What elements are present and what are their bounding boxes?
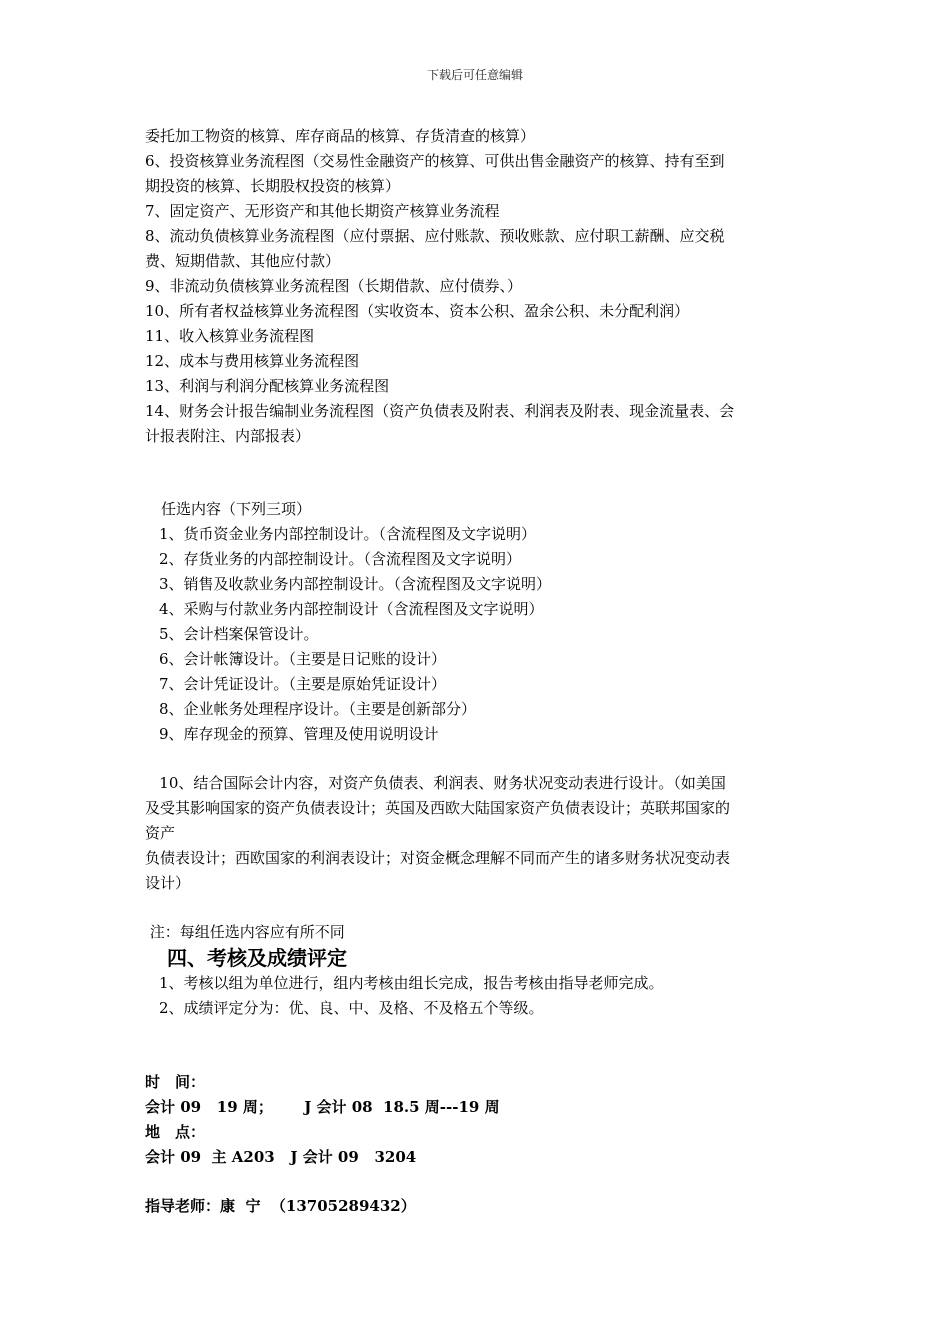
optional-list <box>145 497 815 747</box>
paragraph-line: 设计） <box>145 874 191 892</box>
list-item: 1、考核以组为单位进行，组内考核由组长完成，报告考核由指导老师完成。 <box>159 974 664 992</box>
paragraph-line: 资产 <box>145 824 176 842</box>
list-item: 6、会计帐簿设计。（主要是日记账的设计） <box>159 650 447 668</box>
list-line: 13、利润与利润分配核算业务流程图 <box>145 377 390 395</box>
paragraph-line: 负债表设计；西欧国家的利润表设计；对资金概念理解不同而产生的诸多财务状况变动表 <box>145 849 731 867</box>
list-line: 委托加工物资的核算、库存商品的核算、存货清查的核算） <box>145 127 536 145</box>
list-line: 7、固定资产、无形资产和其他长期资产核算业务流程 <box>145 202 500 220</box>
list-line: 6、投资核算业务流程图（交易性金融资产的核算、可供出售金融资产的核算、持有至到 <box>145 152 725 170</box>
place-value: 会计 09 主 A203 J 会计 09 3204 <box>145 1148 417 1166</box>
list-line: 10、所有者权益核算业务流程图（实收资本、资本公积、盈余公积、未分配利润） <box>145 302 690 320</box>
time-label: 时 间： <box>145 1073 206 1091</box>
list-item: 2、成绩评定分为：优、良、中、及格、不及格五个等级。 <box>159 999 544 1017</box>
optional-title: 任选内容（下列三项） <box>161 500 312 518</box>
list-item: 4、采购与付款业务内部控制设计（含流程图及文字说明） <box>159 600 544 618</box>
list-item: 5、会计档案保管设计。 <box>159 625 319 643</box>
list-item: 1、货币资金业务内部控制设计。（含流程图及文字说明） <box>159 525 537 543</box>
section-4 <box>145 945 815 1021</box>
list-item: 7、会计凭证设计。（主要是原始凭证设计） <box>159 675 447 693</box>
teacher-info: 指导老师：康 宁 （13705289432） <box>145 1197 416 1215</box>
list-item: 8、企业帐务处理程序设计。（主要是创新部分） <box>159 700 477 718</box>
note-block <box>145 920 815 945</box>
paragraph-line: 10、结合国际会计内容，对资产负债表、利润表、财务状况变动表进行设计。（如美国 <box>145 774 726 792</box>
item-10-paragraph <box>145 771 815 896</box>
schedule-block <box>145 1070 815 1170</box>
list-line: 费、短期借款、其他应付款） <box>145 252 341 270</box>
list-line: 8、流动负债核算业务流程图（应付票据、应付账款、预收账款、应付职工薪酬、应交税 <box>145 227 725 245</box>
time-value: 会计 09 19 周； J 会计 08 18.5 周---19 周 <box>145 1098 500 1116</box>
paragraph-line: 及受其影响国家的资产负债表设计；英国及西欧大陆国家资产负债表设计；英联邦国家的 <box>145 799 731 817</box>
place-label: 地 点： <box>145 1123 206 1141</box>
list-line: 12、成本与费用核算业务流程图 <box>145 352 360 370</box>
section-title: 四、考核及成绩评定 <box>167 946 347 970</box>
list-line: 计报表附注、内部报表） <box>145 427 311 445</box>
list-line: 9、非流动负债核算业务流程图（长期借款、应付债券、） <box>145 277 523 295</box>
list-item: 9、库存现金的预算、管理及使用说明设计 <box>159 725 439 743</box>
list-line: 期投资的核算、长期股权投资的核算） <box>145 177 401 195</box>
list-item: 2、存货业务的内部控制设计。（含流程图及文字说明） <box>159 550 522 568</box>
list-line: 11、收入核算业务流程图 <box>145 327 315 345</box>
page-header: 下载后可任意编辑 <box>426 68 523 82</box>
list-line: 14、财务会计报告编制业务流程图（资产负债表及附表、利润表及附表、现金流量表、会 <box>145 402 735 420</box>
teacher-block <box>145 1194 815 1219</box>
list-item: 3、销售及收款业务内部控制设计。（含流程图及文字说明） <box>159 575 552 593</box>
note-text: 注：每组任选内容应有所不同 <box>145 923 345 941</box>
required-list <box>145 124 815 449</box>
